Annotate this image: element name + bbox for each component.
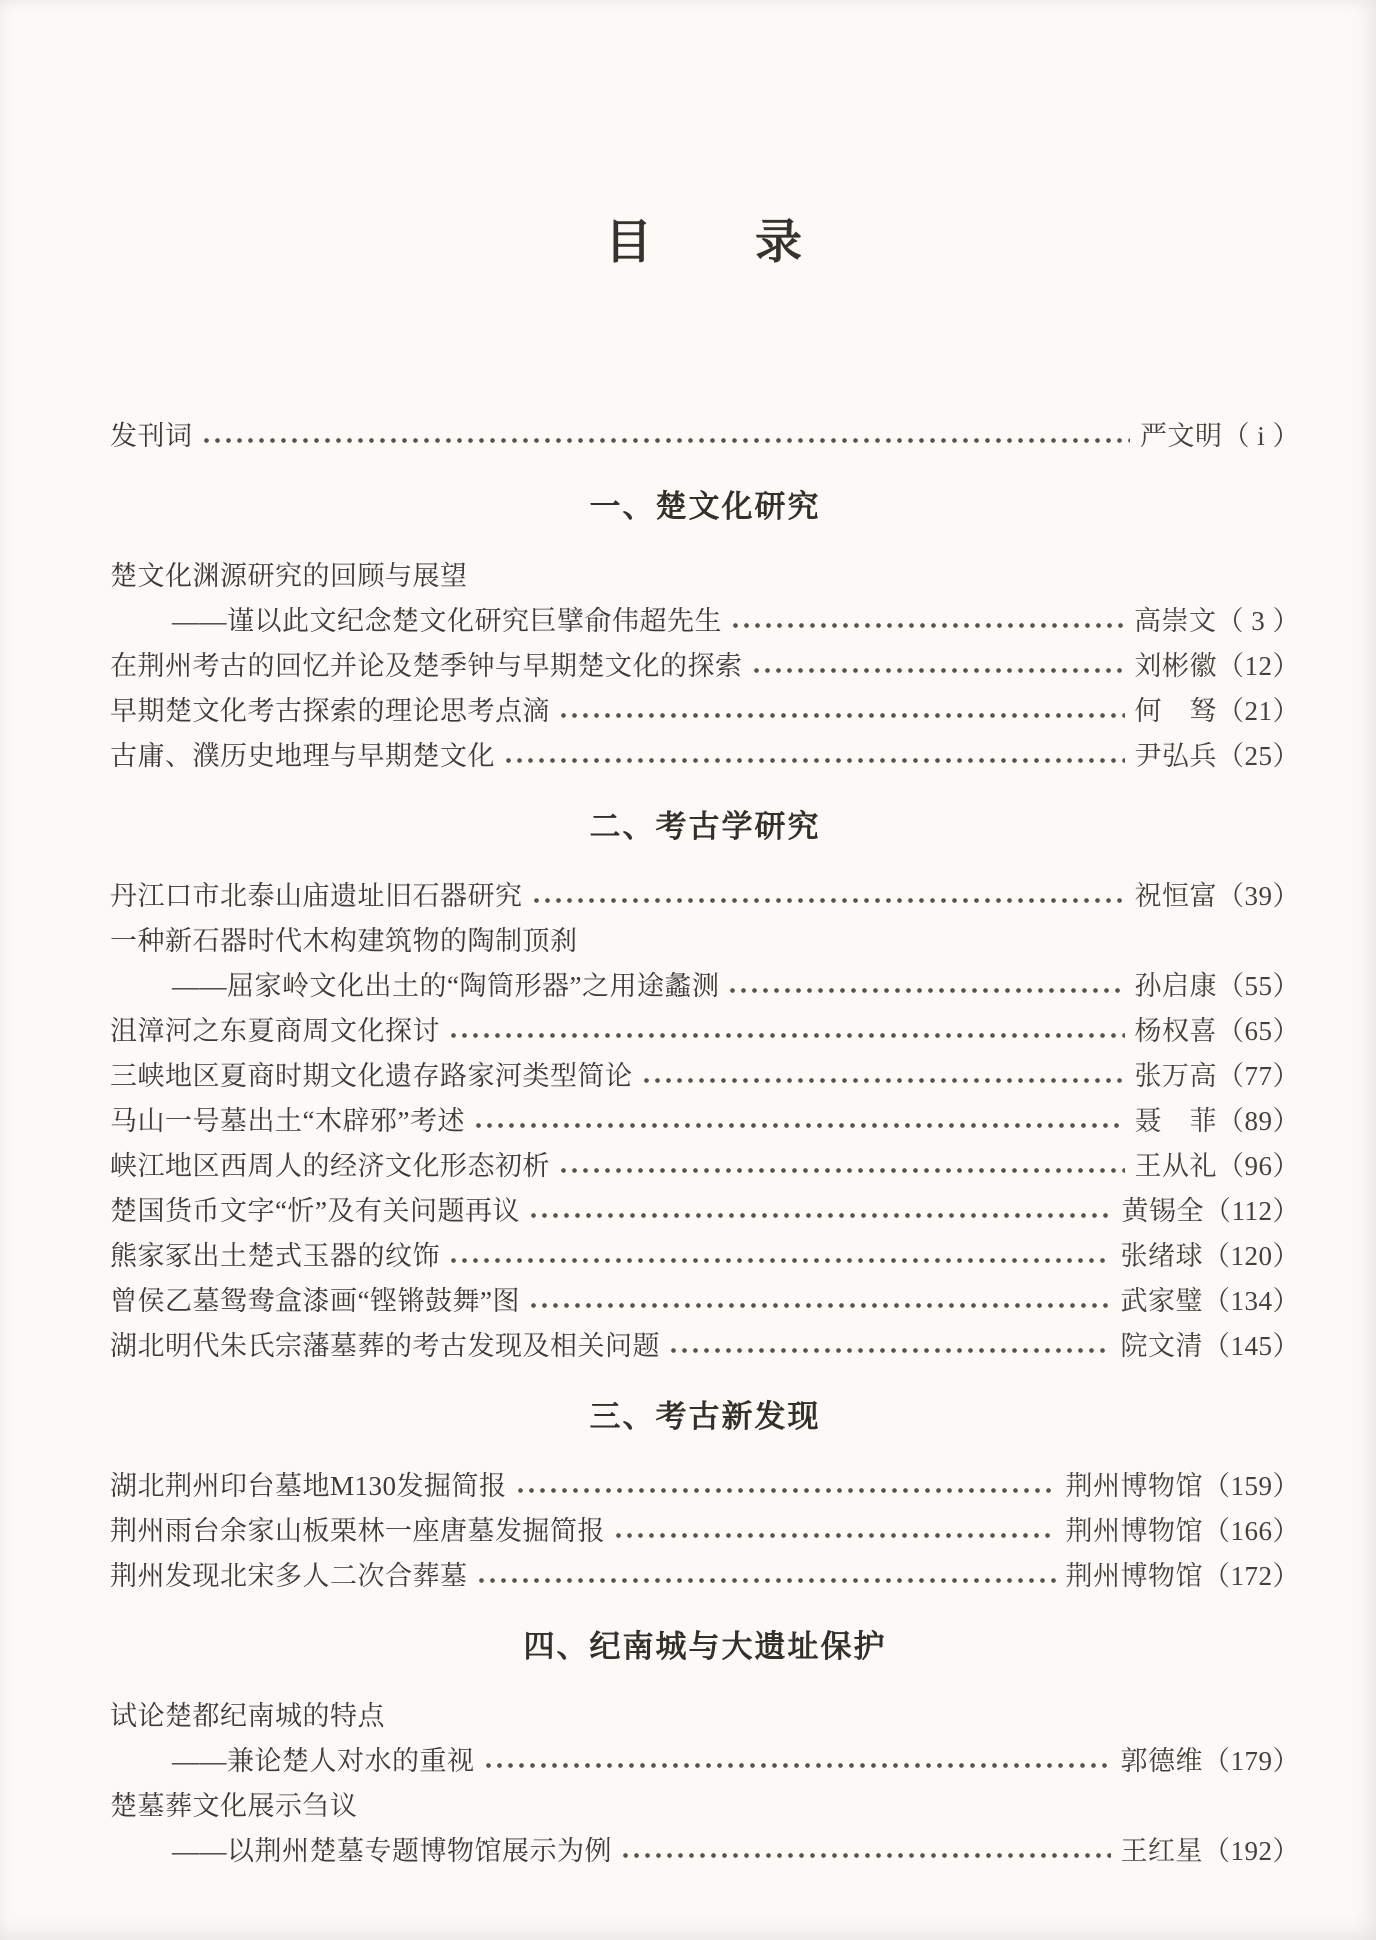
- toc-entry-title: 荆州发现北宋多人二次合葬墓: [110, 1561, 468, 1591]
- toc-entry-author-page: 院文清（145）: [1120, 1331, 1300, 1361]
- toc-entry-author-page: 王从礼（96）: [1134, 1151, 1300, 1181]
- toc-entry: [110, 414, 1300, 459]
- dot-leader: [503, 734, 1125, 779]
- page-title: 目 录: [605, 217, 805, 269]
- toc-entry-title: 湖北明代朱氏宗藩墓葬的考古发现及相关问题: [110, 1331, 660, 1361]
- dot-leader: [476, 1554, 1056, 1599]
- toc-entry: [110, 874, 1300, 919]
- toc-entry-titleline: [110, 554, 1300, 599]
- toc-section-heading: 二、考古学研究: [589, 809, 821, 844]
- toc-entry: [110, 734, 1300, 779]
- toc-entry-title: 湖北荆州印台墓地M130发掘简报: [110, 1471, 507, 1501]
- toc-entry-title: 荆州雨台余家山板栗林一座唐墓发掘简报: [110, 1516, 605, 1546]
- toc-entry: [110, 964, 1300, 1009]
- toc-entry-author-page: 刘彬徽（12）: [1134, 651, 1300, 681]
- toc-entry-author-page: 张万高（77）: [1134, 1061, 1300, 1091]
- toc-entry-author-page: 高崇文（ 3 ）: [1134, 606, 1300, 636]
- toc-entry-title: 在荆州考古的回忆并论及楚季钟与早期楚文化的探索: [110, 651, 743, 681]
- dot-leader: [531, 874, 1125, 919]
- toc-entry: [110, 1324, 1300, 1369]
- toc-entry-title: 楚文化渊源研究的回顾与展望: [110, 561, 468, 591]
- dot-leader: [483, 1739, 1111, 1784]
- toc-entry-author-page: 祝恒富（39）: [1134, 881, 1300, 911]
- toc-entry-author-page: 聂 菲（89）: [1134, 1106, 1300, 1136]
- toc-entry-title: ——屈家岭文化出土的“陶筒形器”之用途蠡测: [172, 971, 720, 1001]
- toc-entry-title: 古庸、濮历史地理与早期楚文化: [110, 741, 495, 771]
- toc-section-heading: 一、楚文化研究: [589, 489, 821, 524]
- dot-leader: [558, 689, 1125, 734]
- toc-entry: [110, 1009, 1300, 1054]
- dot-leader: [201, 414, 1130, 459]
- dot-leader: [473, 1099, 1125, 1144]
- toc-entry-title: 早期楚文化考古探索的理论思考点滴: [110, 696, 550, 726]
- toc-entry-title: 三峡地区夏商时期文化遗存路家河类型简论: [110, 1061, 633, 1091]
- toc-entry: [110, 1509, 1300, 1554]
- toc-entry-author-page: 王红星（192）: [1120, 1836, 1300, 1866]
- dot-leader: [730, 599, 1124, 644]
- toc-entry: [110, 1739, 1300, 1784]
- dot-leader: [448, 1009, 1125, 1054]
- toc-entry-title: 楚国货币文字“忻”及有关问题再议: [110, 1196, 520, 1226]
- toc-entry: [110, 1099, 1300, 1144]
- toc-entry: [110, 1829, 1300, 1874]
- toc-entry-author-page: 杨权喜（65）: [1134, 1016, 1300, 1046]
- toc-entry-author-page: 郭德维（179）: [1120, 1746, 1300, 1776]
- toc-entry-title: ——兼论楚人对水的重视: [172, 1746, 475, 1776]
- toc-entry-author-page: 何 驽（21）: [1134, 696, 1300, 726]
- toc-entry: [110, 1279, 1300, 1324]
- dot-leader: [727, 964, 1124, 1009]
- dot-leader: [448, 1234, 1111, 1279]
- toc-entry-title: ——以荆州楚墓专题博物馆展示为例: [172, 1836, 612, 1866]
- table-of-contents: [110, 414, 1300, 1874]
- toc-entry-author-page: 尹弘兵（25）: [1134, 741, 1300, 771]
- toc-entry-title: 沮漳河之东夏商周文化探讨: [110, 1016, 440, 1046]
- toc-entry: [110, 1464, 1300, 1509]
- toc-section-heading: 四、纪南城与大遗址保护: [523, 1629, 887, 1664]
- toc-entry-title: 丹江口市北泰山庙遗址旧石器研究: [110, 881, 523, 911]
- toc-entry: [110, 644, 1300, 689]
- toc-entry-titleline: [110, 1694, 1300, 1739]
- dot-leader: [751, 644, 1125, 689]
- toc-entry-author-page: 严文明（ i ）: [1139, 421, 1300, 451]
- toc-entry: [110, 1554, 1300, 1599]
- dot-leader: [613, 1509, 1056, 1554]
- toc-entry-title: 熊家冢出土楚式玉器的纹饰: [110, 1241, 440, 1271]
- toc-entry: [110, 1054, 1300, 1099]
- dot-leader: [620, 1829, 1111, 1874]
- toc-entry-title: 一种新石器时代木构建筑物的陶制顶刹: [110, 926, 578, 956]
- toc-entry-titleline: [110, 1784, 1300, 1829]
- toc-entry-title: 试论楚都纪南城的特点: [110, 1701, 385, 1731]
- dot-leader: [515, 1464, 1056, 1509]
- toc-entry-title: 曾侯乙墓鸳鸯盒漆画“铿锵鼓舞”图: [110, 1286, 520, 1316]
- toc-entry-title: 马山一号墓出土“木辟邪”考述: [110, 1106, 465, 1136]
- toc-entry-title: 峡江地区西周人的经济文化形态初析: [110, 1151, 550, 1181]
- toc-entry: [110, 1189, 1300, 1234]
- toc-entry-author-page: 荆州博物馆（166）: [1065, 1516, 1300, 1546]
- toc-entry-title: 楚墓葬文化展示刍议: [110, 1791, 358, 1821]
- dot-leader: [641, 1054, 1125, 1099]
- toc-entry-author-page: 荆州博物馆（172）: [1065, 1561, 1300, 1591]
- toc-entry-author-page: 孙启康（55）: [1134, 971, 1300, 1001]
- toc-entry-author-page: 黄锡全（112）: [1121, 1196, 1300, 1226]
- toc-entry: [110, 689, 1300, 734]
- toc-entry-author-page: 荆州博物馆（159）: [1065, 1471, 1300, 1501]
- dot-leader: [668, 1324, 1111, 1369]
- toc-section-heading: 三、考古新发现: [589, 1399, 821, 1434]
- toc-entry-titleline: [110, 919, 1300, 964]
- toc-entry-title: 发刊词: [110, 421, 193, 451]
- toc-entry-title: ——谨以此文纪念楚文化研究巨擘俞伟超先生: [172, 606, 722, 636]
- dot-leader: [528, 1189, 1112, 1234]
- toc-entry: [110, 1234, 1300, 1279]
- toc-entry: [110, 599, 1300, 644]
- dot-leader: [558, 1144, 1125, 1189]
- toc-entry-author-page: 武家璧（134）: [1120, 1286, 1300, 1316]
- dot-leader: [528, 1279, 1111, 1324]
- toc-entry: [110, 1144, 1300, 1189]
- toc-entry-author-page: 张绪球（120）: [1120, 1241, 1300, 1271]
